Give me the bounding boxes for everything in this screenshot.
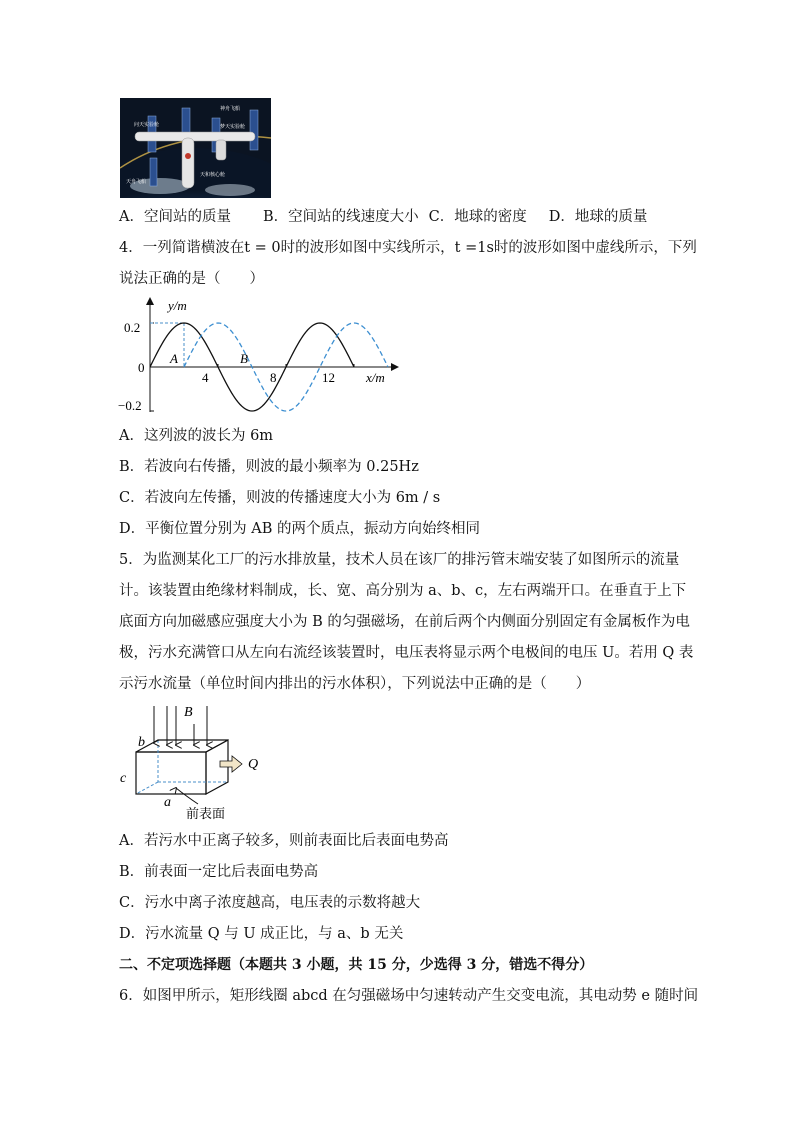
photo-label-tianhe: 天和核心舱 bbox=[200, 172, 226, 178]
photo-label-mengtian: 梦天实验舱 bbox=[220, 124, 246, 130]
y-tick-label: −0.2 bbox=[118, 398, 142, 413]
x-tick-label: 12 bbox=[322, 370, 335, 385]
photo-label-shenzhou: 神舟飞船 bbox=[220, 106, 241, 112]
q3-options bbox=[119, 208, 647, 226]
photo-label-tianzhou: 天舟飞船 bbox=[126, 179, 147, 185]
q5-option-c: C．污水中离子浓度越高，电压表的示数将越大 bbox=[119, 895, 421, 911]
q3-option-b: B．空间站的线速度大小 bbox=[262, 209, 419, 225]
label-front-surface: 前表面 bbox=[186, 807, 226, 822]
y-tick-label: 0.2 bbox=[124, 320, 141, 335]
q5-stem-line: 示污水流量（单位时间内排出的污水体积），下列说法中正确的是（ ） bbox=[119, 676, 591, 692]
q4-stem-line1: 4．一列简谐横波在t = 0时的波形如图中实线所示，t =1s时的波形如图中虚线所示，下列 bbox=[119, 240, 697, 256]
origin-label: 0 bbox=[138, 360, 145, 375]
label-q-flow: Q bbox=[248, 757, 259, 772]
q5-stem-line: 计。该装置由绝缘材料制成，长、宽、高分别为 a、b、c，左右两端开口。在垂直于上下 bbox=[119, 583, 687, 599]
q4-option-b: B．若波向右传播，则波的最小频率为 0.25Hz bbox=[119, 459, 419, 475]
x-axis-label: x/m bbox=[366, 370, 385, 385]
q5-stem-line: 底面方向加磁感应强度大小为 B 的匀强磁场，在前后两个内侧面分别固定有金属板作为电 bbox=[119, 614, 690, 630]
label-b-field: B bbox=[184, 705, 193, 720]
q3-option-a: A．空间站的质量 bbox=[119, 209, 231, 225]
q6-stem-line1: 6．如图甲所示，矩形线圈 abcd 在匀强磁场中匀速转动产生交变电流，其电动势 e 随时间 bbox=[119, 988, 699, 1004]
q3-option-c: C．地球的密度 bbox=[428, 209, 527, 225]
x-tick-label: 8 bbox=[270, 370, 277, 385]
q4-option-d: D．平衡位置分别为 AB 的两个质点，振动方向始终相同 bbox=[119, 521, 480, 537]
q4-option-c: C．若波向左传播，则波的传播速度大小为 6m / s bbox=[119, 490, 441, 506]
box-front bbox=[136, 752, 206, 794]
label-c-height: c bbox=[120, 771, 127, 786]
label-b-width: b bbox=[138, 735, 145, 750]
space-station-photo bbox=[120, 98, 271, 198]
point-a-label: A bbox=[170, 351, 178, 366]
q4-stem-line2: 说法正确的是（ ） bbox=[119, 271, 264, 287]
flowmeter-figure bbox=[112, 700, 282, 822]
q5-option-d: D．污水流量 Q 与 U 成正比，与 a、b 无关 bbox=[119, 926, 404, 942]
box-top bbox=[136, 740, 228, 752]
section-heading: 二、不定项选择题（本题共 3 小题，共 15 分，少选得 3 分，错选不得分） bbox=[119, 957, 594, 973]
y-axis-label: y/m bbox=[168, 298, 187, 313]
q4-option-a: A．这列波的波长为 6m bbox=[119, 428, 274, 444]
x-tick-label: 4 bbox=[202, 370, 209, 385]
q5-option-a: A．若污水中正离子较多，则前表面比后表面电势高 bbox=[119, 833, 449, 849]
wave-graph bbox=[112, 294, 402, 416]
q5-stem-line: 极，污水充满管口从左向右流经该装置时，电压表将显示两个电极间的电压 U。若用 Q 表 bbox=[119, 645, 694, 661]
q3-option-d: D．地球的质量 bbox=[548, 209, 648, 225]
photo-label-wentian: 问天实验舱 bbox=[134, 122, 160, 128]
q5-stem-line: 5．为监测某化工厂的污水排放量，技术人员在该厂的排污管末端安装了如图所示的流量 bbox=[119, 552, 680, 568]
amplitude-guide bbox=[150, 323, 184, 367]
point-b-label: B bbox=[240, 351, 248, 366]
label-a-length: a bbox=[164, 795, 171, 810]
flow-arrow-icon bbox=[220, 756, 242, 772]
q5-option-b: B．前表面一定比后表面电势高 bbox=[119, 864, 319, 880]
